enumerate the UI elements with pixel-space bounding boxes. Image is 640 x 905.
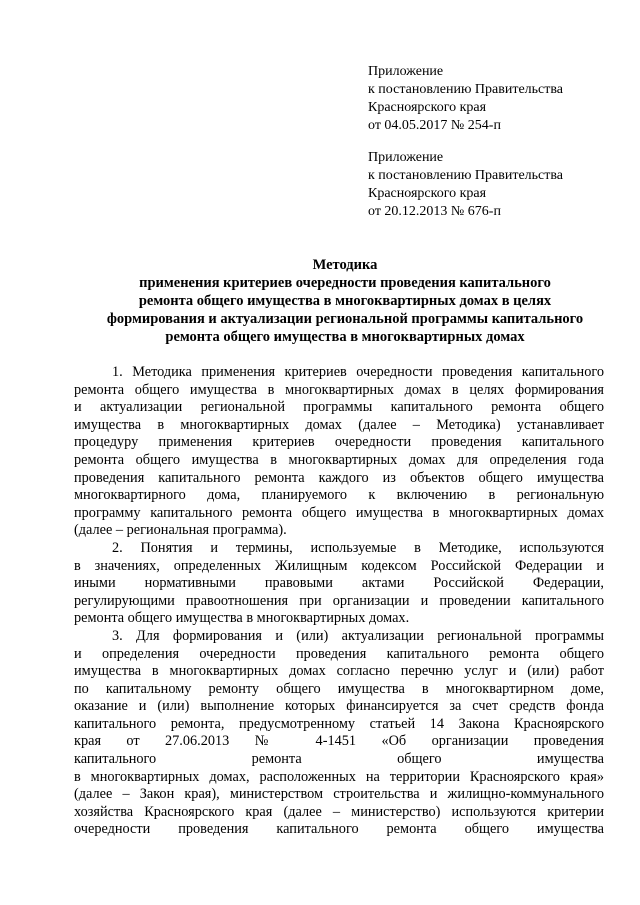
paragraph-3 [74,628,604,839]
appendix-line: Приложение [368,64,444,79]
text-line: хозяйства Красноярского края (далее – министерство) используются критерии [74,803,604,820]
text-line: в значениях, определенных Жилищным кодексом Российской Федерации и [74,557,604,574]
appendix-line: от 04.05.2017 № 254-п [368,118,501,133]
appendix-line: Красноярского края [368,100,487,115]
title-heading: Методика [312,257,378,273]
text-line: имущества в многоквартирных домах (далее – Методика) устанавливает [74,416,604,433]
text-line: оказание и (или) выполнение которых финансируется за счет средств фонда [74,698,604,715]
paragraph-2 [74,540,604,628]
text-line: 3. Для формирования и (или) актуализации региональной программы [112,627,604,644]
text-line: (далее – Закон края), министерством строительства и жилищно-коммунального [74,786,604,803]
text-line: в многоквартирных домах, расположенных на территории Красноярского края» [74,768,604,785]
title-subtitle-line: ремонта общего имущества в многоквартирных домах в целях [138,293,552,309]
text-line: края от 27.06.2013 № 4-1451 «Об организации проведения [74,733,604,750]
text-line: многоквартирного дома, планируемого к включению в региональную [74,487,604,504]
title-subtitle-line: ремонта общего имущества в многоквартирных домах [165,329,525,345]
text-line: 2. Понятия и термины, используемые в Методике, используются [112,539,604,556]
appendix-line: от 20.12.2013 № 676-п [368,204,501,219]
appendix-note-current [368,63,563,135]
text-line: 1. Методика применения критериев очередности проведения капитального [112,364,604,380]
text-line: иными нормативными правовыми актами Российской Федерации, [74,575,604,592]
document-body [74,364,604,839]
text-line: капитального ремонта, предусмотренному статьей 14 Закона Красноярского [74,715,604,732]
appendix-line: Приложение [368,150,444,165]
document-title [75,256,615,346]
text-line: ремонта общего имущества в многоквартирных домах в целях формирования [74,381,604,398]
appendix-line: к постановлению Правительства [368,82,564,97]
text-line: капитального ремонта общего имущества [74,751,604,768]
text-line: программу капитального ремонта общего имущества в многоквартирных домах [74,504,604,521]
text-line: регулирующими правоотношения при организации и проведении капитального [74,592,604,609]
text-line: и актуализации региональной программы капитального ремонта общего [74,399,604,416]
text-line: процедуру применения критериев очередности проведения капитального [74,434,604,451]
text-line: по капитальному ремонту общего имущества в многоквартирном доме, [74,680,604,697]
text-line: (далее – региональная программа). [74,522,287,539]
title-subtitle-line: применения критериев очередности проведения капитального [139,275,551,291]
appendix-note-original [368,149,563,221]
text-line: имущества в многоквартирных домах согласно перечню услуг и (или) работ [74,663,604,680]
text-line: и определения очередности проведения капитального ремонта общего [74,645,604,662]
appendix-line: Красноярского края [368,186,487,201]
paragraph-1 [74,364,604,540]
title-subtitle-line: формирования и актуализации региональной программы капитального [106,311,584,327]
text-line: очередности проведения капитального ремонта общего имущества [74,821,604,838]
text-line: ремонта общего имущества в многоквартирных домах. [74,610,410,627]
appendix-line: к постановлению Правительства [368,168,564,183]
text-line: проведения капитального ремонта каждого из объектов общего имущества [74,469,604,486]
text-line: ремонта общего имущества в многоквартирных домах для определения года [74,451,604,468]
